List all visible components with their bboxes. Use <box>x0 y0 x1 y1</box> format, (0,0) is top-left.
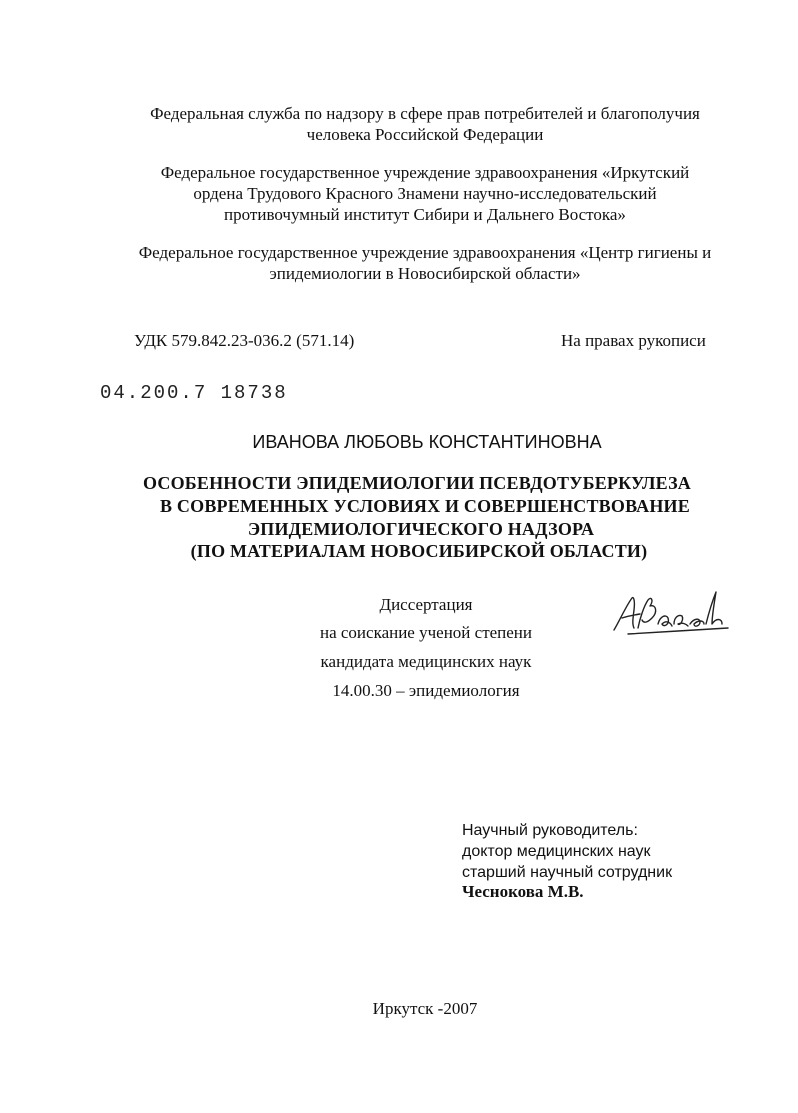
rights-notice: На правах рукописи <box>561 331 706 350</box>
org2-line3: противочумный институт Сибири и Дальнего Востока» <box>224 205 626 224</box>
org1-line1: Федеральная служба по надзору в сфере прав потребителей и благополучия <box>150 104 700 123</box>
supervisor-position: старший научный сотрудник <box>462 864 673 881</box>
title-line1: ОСОБЕННОСТИ ЭПИДЕМИОЛОГИИ ПСЕВДОТУБЕРКУЛЕЗА <box>142 473 691 493</box>
dissertation-specialty: 14.00.30 – эпидемиология <box>332 681 520 700</box>
org2-line2: ордена Трудового Красного Знамени научно-исследовательский <box>193 184 657 203</box>
title-line4: (ПО МАТЕРИАЛАМ НОВОСИБИРСКОЙ ОБЛАСТИ) <box>190 541 648 561</box>
dissertation-degree-line: на соискание ученой степени <box>319 623 533 642</box>
author-name: ИВАНОВА ЛЮБОВЬ КОНСТАНТИНОВНА <box>252 432 602 452</box>
org3-line2: эпидемиологии в Новосибирской области» <box>269 264 581 283</box>
supervisor-degree: доктор медицинских наук <box>462 843 651 860</box>
city-year: Иркутск -2007 <box>372 999 478 1018</box>
dissertation-label: Диссертация <box>379 595 473 614</box>
registration-stamp: 04.200.7 18738 <box>100 382 288 404</box>
author-signature <box>608 584 732 640</box>
title-line2: В СОВРЕМЕННЫХ УСЛОВИЯХ И СОВЕРШЕНСТВОВАНИЕ <box>160 496 690 516</box>
org1-line2: человека Российской Федерации <box>306 125 544 144</box>
supervisor-name: Чеснокова М.В. <box>462 882 584 901</box>
org3-line1: Федеральное государственное учреждение здравоохранения «Центр гигиены и <box>138 243 712 262</box>
org2-line1: Федеральное государственное учреждение здравоохранения «Иркутский <box>160 163 690 182</box>
supervisor-label: Научный руководитель: <box>462 822 638 839</box>
udk-code: УДК 579.842.23-036.2 (571.14) <box>134 331 355 350</box>
dissertation-field-line: кандидата медицинских наук <box>320 652 532 671</box>
title-line3: ЭПИДЕМИОЛОГИЧЕСКОГО НАДЗОРА <box>247 519 595 539</box>
